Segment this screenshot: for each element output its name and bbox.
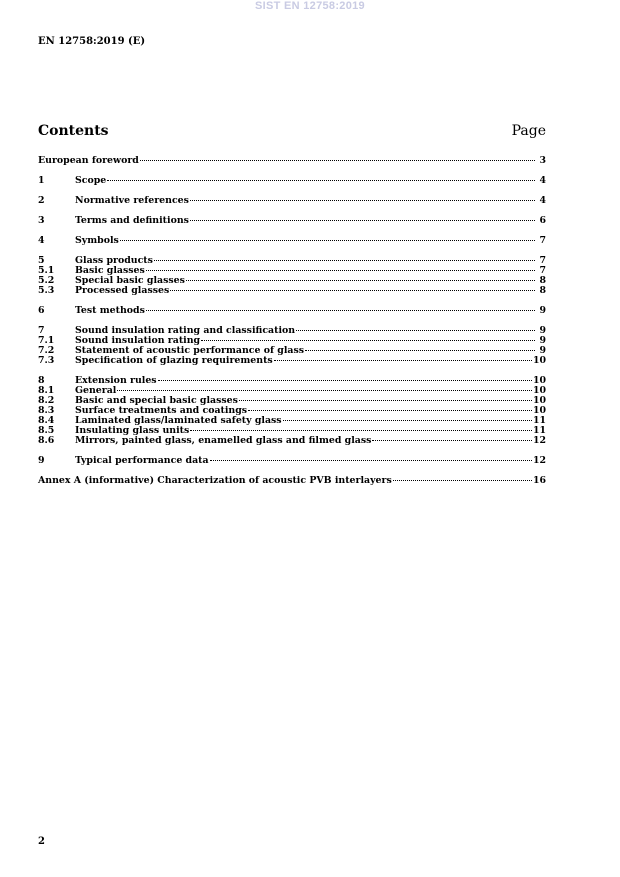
toc-entry-title: Insulating glass units [75,425,190,436]
toc-entry[interactable] [38,176,546,186]
toc-entry-title: Test methods [75,305,145,316]
toc-entry-page: 10 [532,375,546,386]
document-id: EN 12758:2019 (E) [38,36,146,47]
toc-entry-page: 4 [539,175,546,186]
toc-entry-page: 6 [539,215,546,226]
toc-entry-page: 9 [539,305,546,316]
toc-entry[interactable] [38,476,546,486]
contents-heading: Contents [38,123,109,139]
toc-entry[interactable] [38,286,546,296]
dot-leader [186,280,535,281]
toc-entry-page: 11 [532,415,546,426]
toc-entry-page: 12 [532,435,546,446]
toc-entry-number: 3 [38,215,45,226]
dot-leader [239,400,532,401]
toc-entry-page: 10 [532,355,546,366]
toc-entry-page: 10 [532,405,546,416]
toc-entry-title: Extension rules [75,375,157,386]
toc-entry-page: 10 [532,395,546,406]
dot-leader [283,420,532,421]
toc-entry[interactable] [38,356,546,366]
toc-entry-title: Terms and definitions [75,215,189,226]
dot-leader [140,160,535,161]
toc-entry-number: 5.3 [38,285,55,296]
dot-leader [393,480,532,481]
dot-leader [296,330,535,331]
dot-leader [170,290,535,291]
toc-entry-number: 8.3 [38,405,55,416]
toc-entry-page: 7 [539,235,546,246]
watermark: SIST EN 12758:2019 [255,0,365,12]
dot-leader [158,380,532,381]
toc-entry-number: 9 [38,455,45,466]
toc-entry-page: 4 [539,195,546,206]
dot-leader [248,410,532,411]
page-column-label: Page [511,123,546,139]
dot-leader [201,340,535,341]
toc-entry-page: 10 [532,385,546,396]
toc-entry-number: 1 [38,175,45,186]
toc-entry-number: 7 [38,325,45,336]
toc-entry-title: Statement of acoustic performance of glass [75,345,305,356]
dot-leader [120,240,535,241]
dot-leader [154,260,535,261]
toc-entry-title: Surface treatments and coatings [75,405,248,416]
toc-entry-page: 9 [539,345,546,356]
toc-entry-page: 16 [532,475,546,486]
dot-leader [107,180,535,181]
dot-leader [117,390,532,391]
page-number: 2 [38,836,45,847]
toc-entry-title: Sound insulation rating [75,335,201,346]
dot-leader [146,270,535,271]
toc-entry-page: 3 [539,155,546,166]
toc-entry-number: 5.1 [38,265,55,276]
toc-entry[interactable] [38,306,546,316]
toc-entry[interactable] [38,196,546,206]
toc-entry-number: 8 [38,375,45,386]
toc-entry-number: 4 [38,235,45,246]
toc-entry-title: Basic glasses [75,265,145,276]
toc-entry-title: Laminated glass/laminated safety glass [75,415,282,426]
dot-leader [210,460,532,461]
dot-leader [190,200,535,201]
toc-entry-title: General [75,385,117,396]
toc-entry[interactable] [38,236,546,246]
toc-entry-page: 8 [539,285,546,296]
toc-entry-title: Typical performance data [75,455,209,466]
toc-entry-number: 8.2 [38,395,55,406]
toc-entry-title: Annex A (informative) Characterization of acoustic PVB interlayers [38,475,392,486]
toc-entry-number: 7.2 [38,345,55,356]
dot-leader [372,440,532,441]
toc-entry-title: Special basic glasses [75,275,185,286]
toc-entry-page: 12 [532,455,546,466]
toc-entry-title: Specification of glazing requirements [75,355,273,366]
toc-entry-title: Glass products [75,255,153,266]
toc-entry-page: 7 [539,265,546,276]
dot-leader [146,310,535,311]
toc-entry-number: 6 [38,305,45,316]
toc-entry-number: 8.5 [38,425,55,436]
dot-leader [274,360,532,361]
toc-entry-page: 7 [539,255,546,266]
toc-entry[interactable] [38,456,546,466]
toc-entry-title: Normative references [75,195,189,206]
toc-entry-page: 11 [532,425,546,436]
toc-entry-title: European foreword [38,155,139,166]
dot-leader [190,220,535,221]
toc-entry[interactable] [38,436,546,446]
toc-entry-number: 5.2 [38,275,55,286]
toc-entry-title: Mirrors, painted glass, enamelled glass and filmed glass [75,435,372,446]
toc-entry[interactable] [38,216,546,226]
toc-entry-number: 7.3 [38,355,55,366]
toc-entry-number: 8.4 [38,415,55,426]
toc-entry-title: Scope [75,175,107,186]
table-of-contents [38,156,546,486]
toc-entry-title: Basic and special basic glasses [75,395,238,406]
toc-entry-page: 8 [539,275,546,286]
toc-entry-number: 5 [38,255,45,266]
toc-entry-number: 7.1 [38,335,55,346]
dot-leader [305,350,535,351]
toc-entry-number: 8.6 [38,435,55,446]
toc-entry-number: 8.1 [38,385,55,396]
toc-entry-title: Sound insulation rating and classification [75,325,296,336]
toc-entry-page: 9 [539,335,546,346]
toc-entry-title: Symbols [75,235,119,246]
dot-leader [190,430,532,431]
toc-entry[interactable] [38,156,546,166]
toc-entry-number: 2 [38,195,45,206]
toc-entry-page: 9 [539,325,546,336]
toc-entry-title: Processed glasses [75,285,170,296]
